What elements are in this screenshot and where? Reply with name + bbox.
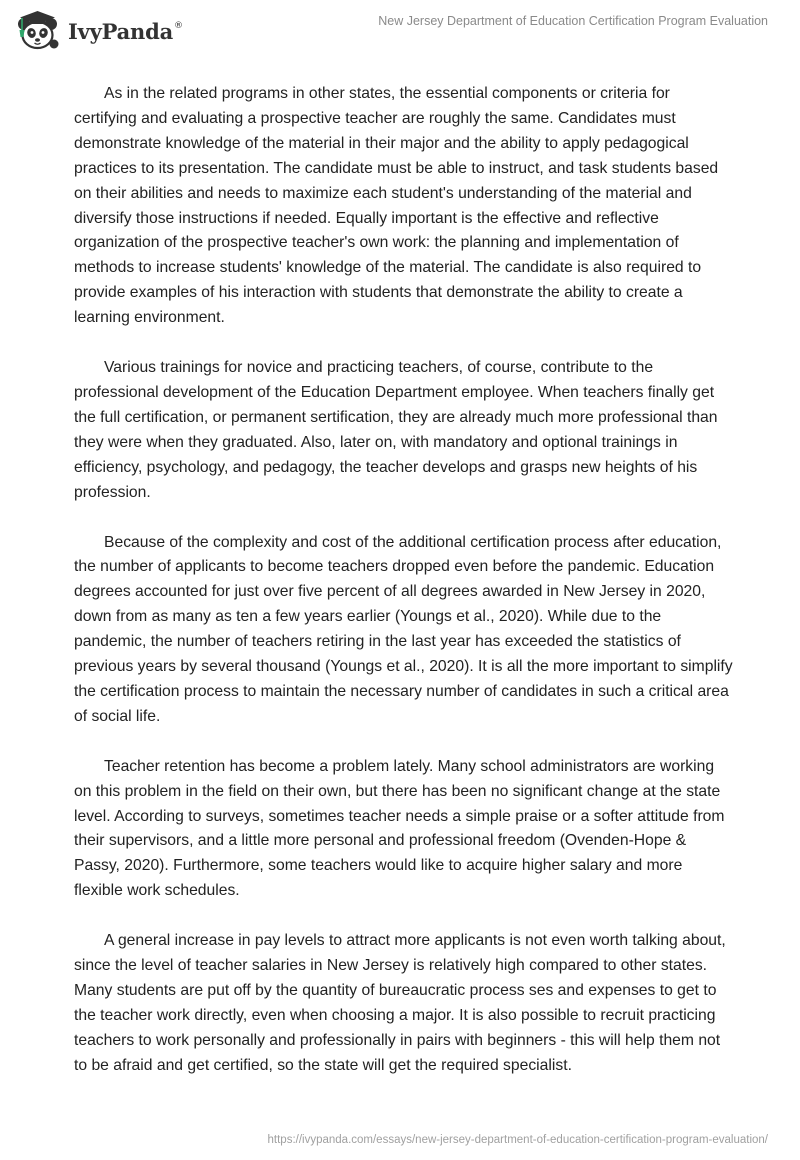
registered-mark: ® bbox=[174, 20, 183, 31]
logo-text: IvyPanda bbox=[68, 18, 174, 44]
source-url[interactable]: https://ivypanda.com/essays/new-jersey-department-of-education-certification-program-evaluation/ bbox=[267, 1134, 768, 1146]
page-header bbox=[0, 0, 800, 60]
panda-logo-icon bbox=[14, 8, 64, 52]
paragraph: Teacher retention has become a problem lately. Many school administrators are working on this problem in the field on their own, but there has been no significant change at the state level. According to surveys, sometimes teacher needs a simple praise or a softer attitude from their supervisors, and a little more personal and professional freedom (Ovenden-Hope & Passy, 2020). Furthermore, some teachers would like to acquire higher salary and more flexible work schedules. bbox=[74, 757, 725, 900]
logo-wordmark bbox=[68, 19, 183, 44]
paragraph: Because of the complexity and cost of the additional certification process after education, the number of applicants to become teachers dropped even before the pandemic. Education degrees accounted for just over five percent of all degrees awarded in New Jersey in 2020, down from as many as ten a few years earlier (Youngs et al., 2020). While due to the pandemic, the number of teachers retiring in the last year has exceeded the statistics of previous years by several thousand (Youngs et al., 2020). It is all the more important to simplify the certification process to maintain the necessary number of candidates in such a critical area of social life. bbox=[74, 533, 733, 725]
essay-body bbox=[74, 82, 734, 1104]
logo[interactable] bbox=[14, 8, 183, 52]
paragraph: As in the related programs in other states, the essential components or criteria for certifying and evaluating a prospective teacher are roughly the same. Candidates must demonstrate knowledge of the material in their major and the ability to apply pedagogical practices to its presentation. The candidate must be able to instruct, and task students based on their abilities and needs to maximize each student's understanding of the material and diversify those instructions if needed. Equally important is the effective and reflective organization of the prospective teacher's own work: the planning and implementation of methods to increase students' knowledge of the material. The candidate is also required to provide examples of his interaction with students that demonstrate the ability to create a learning environment. bbox=[74, 85, 719, 327]
paragraph: A general increase in pay levels to attract more applicants is not even worth talking about, since the level of teacher salaries in New Jersey is relatively high compared to other states. Many students are put off by the quantity of bureaucratic process ses and expenses to get to the teacher work directly, even when choosing a major. It is also possible to recruit practicing teachers to work personally and professionally in pairs with beginners - this will help them not to be afraid and get certified, so the state will get the required specialist. bbox=[74, 932, 726, 1074]
paragraph: Various trainings for novice and practicing teachers, of course, contribute to the professional development of the Education Department employee. When teachers finally get the full certification, or permanent sertification, they are already much more professional than they were when they graduated. Also, later on, with mandatory and optional trainings in efficiency, psychology, and pedagogy, the teacher develops and grasps new heights of his profession. bbox=[74, 359, 718, 501]
document-title: New Jersey Department of Education Certification Program Evaluation bbox=[378, 14, 768, 28]
